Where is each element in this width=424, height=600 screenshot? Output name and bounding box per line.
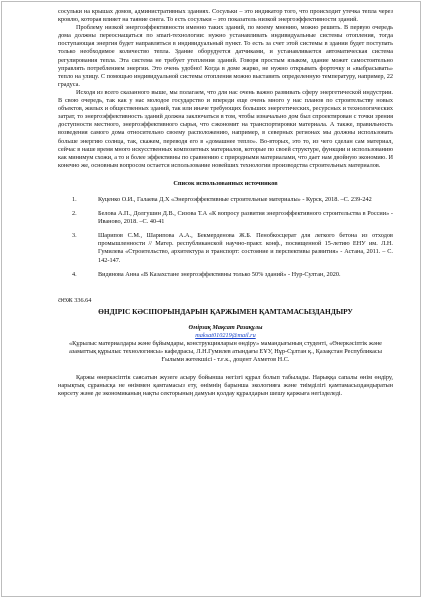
body-paragraph-3: Исходя из всего сказанного выше, мы полагаем, что для нас очень важно развивать сферу энергетической индустрии. В свою очередь, так как у нас молодое государство и впереди еще очень много у нас планов по строительству новых объектов, жилых и общественных зданий, так или иначе требующих больших энергетических, ресурсных и технологических затрат, то энергоэффективность зданий должна заключаться в том, чтобы изначально дом был спроектирован с точки зрения доступности местного, энергоэффективного сырья, что сэкономит на транспортировки материала. А также, правильность возведения самого дома относительно своему расположению, например, в северных регионах мы должны использовать больше энергию солнца, так, скажем, переводя его в «домашнее тепло». Во-вторых, это то, из чего сделан сам материал, сейчас в наше время много искусственных композитных материалов, которые по своей структуре, функции и использованию как минимум схожи, а то и более эффективны по сравнению с природными материалами, что дает нам двойную экономию. И конечно же, основным вопросом остается использование новейших технологии производства строительных материалов. [58, 88, 393, 169]
body-paragraph-2: Проблему низкой энергоэффективности именно таких зданий, по моему мнению, можно решить. В первую очередь дома должны переоснащаться по smart-технологии: нужно устанавливать индивидуальные системы отопления, тогда поступающая энергия будет направляться в индивидуальный пункт. То есть за счет этой системы в здании будет поступать только необходимое количество тепла. Здание оборудуется датчиками, и устанавливается автоматическая система регулирования тепла. Эта система не требует утепления зданий. Говоря простым языком, здание может самостоятельно управлять потреблением энергии. Это очень удобно! Когда в доме жарко, не нужно открывать форточку и «выбрасывать» тепло на улицу. С помощью индивидуальной системы отопления можно выставить определенную температуру, например, 22 градуса. [58, 24, 393, 88]
reference-text: Белова А.П., Долгушин Д.В., Сизова Т.А «К вопросу развития энергоэффективного строительства в России» - Иваново, 2018. –С. 40-41 [98, 210, 393, 226]
reference-item [58, 196, 393, 204]
reference-item [58, 271, 393, 279]
supervisor-line: Ғылыми жетекшісі - т.ғ.к., доцент Ахметов Н.С. [161, 356, 290, 364]
reference-number: 4. [72, 270, 77, 278]
author-affiliation: «Құрылыс материалдары және бұйымдары, конструкцияларын өндіру» мамандығының студенті, «Өнеркәсіптік және азаматтық құрылыс технологиясы» кафедрасы, Л.Н.Гумилев атындағы ЕҰУ, Нұр-Сұлтан қ., Қазақстан Республикасы [69, 340, 382, 356]
reference-item [58, 210, 393, 226]
article-title: ӨНДІРІС КӘСІПОРЫНДАРЫН ҚАРЖЫМЕН ҚАМТАМАСЫЗДАНДЫРУ [98, 306, 353, 316]
reference-number: 2. [72, 210, 77, 218]
page-content [58, 8, 393, 399]
reference-item [58, 232, 393, 264]
reference-text: Куценко О.И., Галаева Д.Х «Энергоэффективные строительные материалы» - Курск, 2018. –С. 239-242 [98, 195, 372, 203]
intro-paragraph: сосульки на крышах домов, административных зданиях. Сосульки – это индикатор того, что происходит утечка тепла через кровлю, которая влияет на таяние снега. То есть сосульки – это показатель низкой энергоэффективности зданий. [58, 8, 393, 24]
udk-code: ӘӨЖ 336.64 [58, 296, 92, 304]
abstract-paragraph: Қаржы өнеркәсіптік саясатын жүзеге асыру бойынша негізгі құрал болып табылады. Нарыққа сапалы өнім өндіру, нарықтық сұранысқа не өніммен қамтамасыз ету, өнімнің барынша экологияға және тиімділігі қамтамасыздандыратын көрсету және де экономиканың нақты секторының дамуын қолдау құралдарын шешу қаржыға негізделеді. [58, 374, 393, 398]
reference-text: Видянова Анна «В Казахстане энергоэффективны только 50% зданий» - Нур-Султан, 2020. [98, 270, 341, 278]
reference-number: 3. [72, 232, 77, 240]
references-title: Список использованных источников [173, 179, 278, 187]
reference-number: 1. [72, 195, 77, 203]
author-name: Өмірзақ Мақсат Разақұлы [188, 323, 263, 331]
reference-text: Шарипов С.М., Шарипова А.А., Бекмерденова Ж.Б. Пенобкосцерат для легкого бетона из отходов промышленности // Матер. республиканской научно-практ. конф., посвященной 15-летию ЕНУ им. Л.Н. Гумилева «Строительство, архитектура и транспорт: состояние и перспективы развития» - Астана, 2011. – С. 142-147. [98, 232, 393, 264]
author-email-link[interactable]: maksat010219@mail.ru [195, 331, 256, 339]
